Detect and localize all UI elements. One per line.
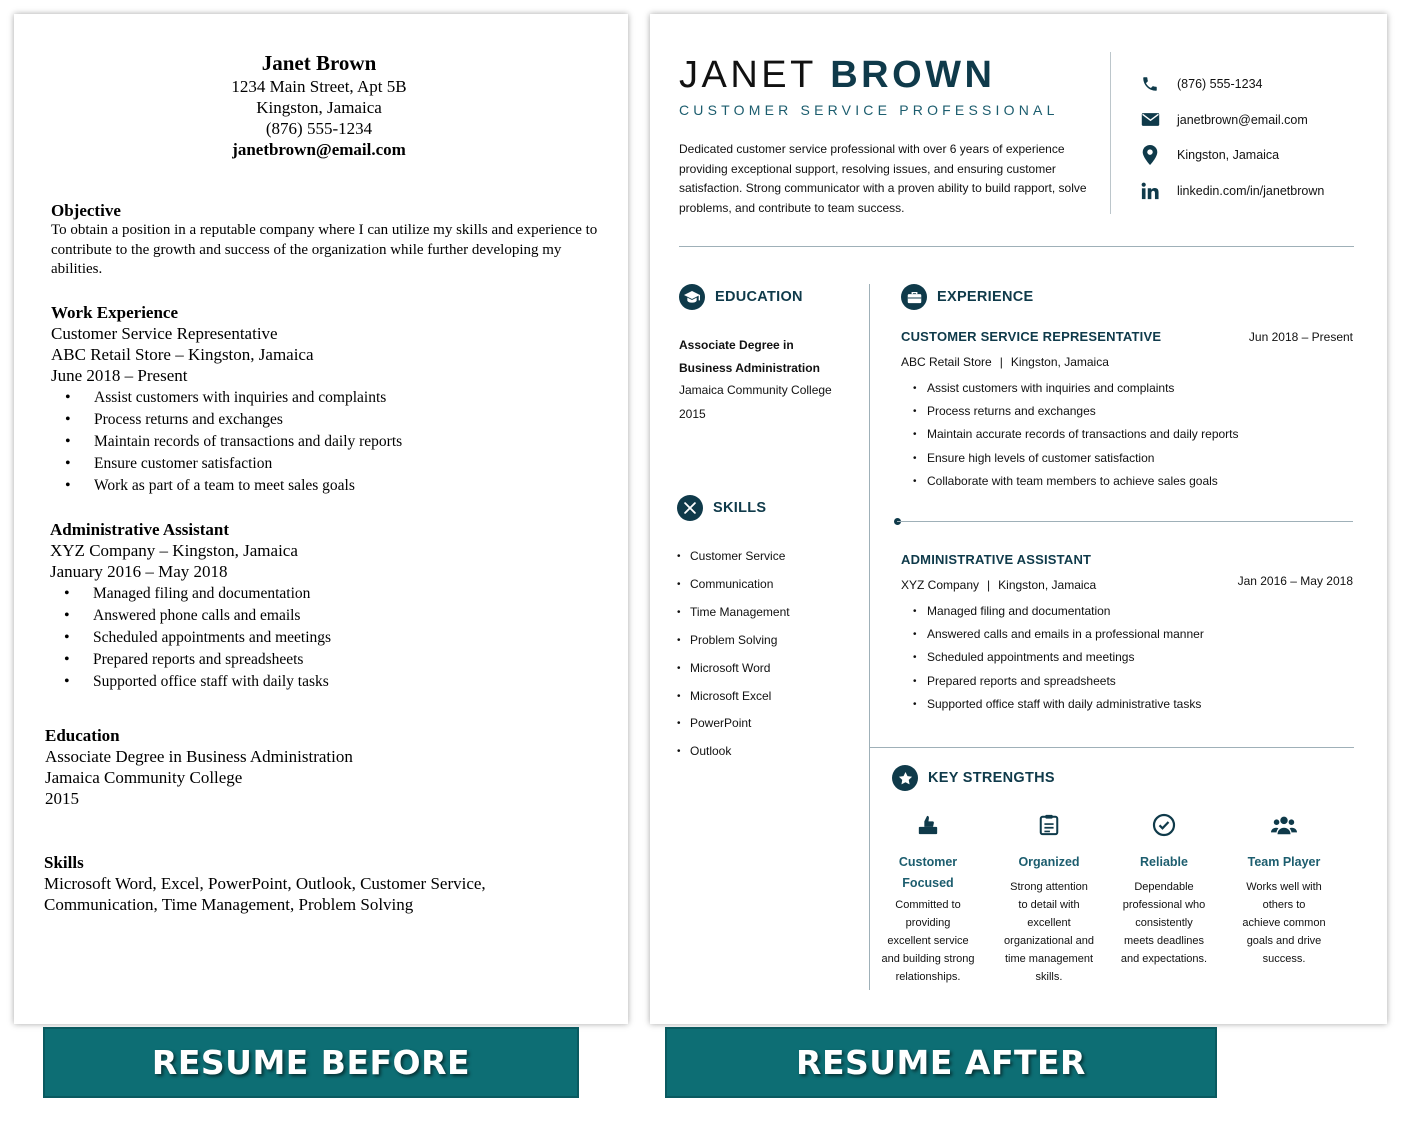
contact-location xyxy=(1140,145,1324,181)
before-skills-line1: Microsoft Word, Excel, PowerPoint, Outlook, Customer Service, xyxy=(44,874,486,893)
before-job2-title: Administrative Assistant xyxy=(50,520,229,539)
after-job-title: CUSTOMER SERVICE PROFESSIONAL xyxy=(679,102,1059,118)
before-education-heading: Education xyxy=(45,726,120,745)
skills-heading-label: SKILLS xyxy=(713,500,767,516)
list-item: • Prepared reports and spreadsheets xyxy=(50,649,610,671)
briefcase-icon xyxy=(901,284,927,310)
contact-email-text: janetbrown@email.com xyxy=(1177,112,1308,127)
education-degree-line2: Business Administration xyxy=(679,360,820,375)
strength-desc-line: organizational and xyxy=(1004,935,1094,947)
after-first-name: JANET xyxy=(679,54,817,96)
after-summary: Dedicated customer service professional with over 6 years of experience providing exceptional support, resolving issues, and ensuring customer satisfaction. Strong communicator with a proven ability to build rapport, solve problems, and contribute to team success. xyxy=(679,142,1087,216)
strength-desc-line: goals and drive xyxy=(1246,935,1322,947)
strength-description xyxy=(869,896,987,986)
experience-heading-label: EXPERIENCE xyxy=(937,289,1034,305)
before-phone: (876) 555-1234 xyxy=(265,119,373,138)
strength-description xyxy=(1105,878,1223,968)
before-address-line2: Kingston, Jamaica xyxy=(256,98,382,117)
resume-after-banner xyxy=(665,1027,1217,1098)
before-objective-text: To obtain a position in a reputable company where I can utilize my skills and experience to contribute to the growth and success of the organization while further developing my abilities. xyxy=(51,222,598,277)
resume-after-label: RESUME AFTER xyxy=(796,1043,1086,1082)
resume-before-page xyxy=(14,14,628,1024)
job2-title: ADMINISTRATIVE ASSISTANT xyxy=(901,552,1092,567)
check-circle-icon xyxy=(1105,812,1223,838)
resume-after-page xyxy=(650,14,1387,1024)
list-item: • Outlook xyxy=(677,738,790,766)
list-item: • Collaborate with team members to achieve sales goals xyxy=(913,470,1239,493)
strength-desc-line: success. xyxy=(1262,953,1306,965)
job2-location: Kingston, Jamaica xyxy=(998,578,1097,592)
before-address-line1: 1234 Main Street, Apt 5B xyxy=(231,77,407,96)
before-job2-section xyxy=(50,519,610,693)
list-item: • Work as part of a team to meet sales goals xyxy=(51,475,611,497)
list-item: • Answered phone calls and emails xyxy=(50,605,610,627)
list-item: • Maintain records of transactions and daily reports xyxy=(51,431,611,453)
graduation-cap-icon xyxy=(679,284,705,310)
list-item: • Time Management xyxy=(677,599,790,627)
list-item: • Managed filing and documentation xyxy=(50,583,610,605)
list-item: • Maintain accurate records of transactions and daily reports xyxy=(913,423,1239,446)
strength-desc-line: excellent service xyxy=(887,935,969,947)
timeline-divider xyxy=(897,521,1353,522)
job1-company-line xyxy=(901,355,1109,369)
contact-phone xyxy=(1140,74,1324,110)
before-job2-bullets xyxy=(50,583,610,693)
strength-desc-line: achieve common xyxy=(1242,917,1326,929)
strength-desc-line: skills. xyxy=(1035,971,1063,983)
job1-company: ABC Retail Store xyxy=(901,355,992,369)
before-job1-title: Customer Service Representative xyxy=(51,324,278,343)
before-education-section xyxy=(45,725,605,809)
before-job1-dates: June 2018 – Present xyxy=(51,366,188,385)
list-item: • Microsoft Excel xyxy=(677,683,790,711)
key-strengths-divider xyxy=(870,747,1354,748)
strength-description xyxy=(1225,878,1343,968)
strength-desc-line: and expectations. xyxy=(1120,953,1208,965)
strength-team-player xyxy=(1225,812,1343,968)
list-item: • Process returns and exchanges xyxy=(51,409,611,431)
education-school: Jamaica Community College xyxy=(679,383,832,397)
before-job2-dates: January 2016 – May 2018 xyxy=(50,562,228,581)
strength-name: Team Player xyxy=(1247,855,1321,869)
contact-email xyxy=(1140,110,1324,146)
strength-desc-line: professional who xyxy=(1122,899,1206,911)
strength-name: Reliable xyxy=(1140,855,1188,869)
strength-customer-focused xyxy=(869,812,987,986)
education-details xyxy=(679,334,859,426)
strength-desc-line: to detail with xyxy=(1018,899,1080,911)
list-item: • Supported office staff with daily tasks xyxy=(50,671,610,693)
list-item: • Assist customers with inquiries and complaints xyxy=(51,387,611,409)
skills-heading xyxy=(677,495,766,521)
skills-list xyxy=(677,543,790,766)
after-name xyxy=(679,54,996,97)
list-item: • Supported office staff with daily administrative tasks xyxy=(913,693,1204,716)
job2-separator: | xyxy=(987,578,991,592)
clipboard-icon xyxy=(990,812,1108,838)
strength-desc-line: others to xyxy=(1262,899,1306,911)
header-divider xyxy=(1110,52,1111,214)
strength-desc-line: time management xyxy=(1004,953,1094,965)
list-item: • Prepared reports and spreadsheets xyxy=(913,670,1204,693)
thumbs-up-icon xyxy=(869,812,987,838)
list-item: • Answered calls and emails in a professional manner xyxy=(913,623,1204,646)
strength-organized xyxy=(990,812,1108,986)
before-objective-heading: Objective xyxy=(51,201,121,220)
phone-icon xyxy=(1140,74,1160,94)
job2-dates: Jan 2016 – May 2018 xyxy=(1237,574,1353,588)
job2-bullets xyxy=(913,600,1204,716)
strength-desc-line: Dependable xyxy=(1134,881,1194,893)
resume-before-banner xyxy=(43,1027,579,1098)
contact-location-text: Kingston, Jamaica xyxy=(1177,148,1280,162)
before-work-section xyxy=(51,302,611,497)
strength-desc-line: providing xyxy=(905,917,951,929)
strength-desc-line: relationships. xyxy=(895,971,961,983)
strength-desc-line: consistently xyxy=(1135,917,1193,929)
list-item: • Communication xyxy=(677,571,790,599)
before-job2-company: XYZ Company – Kingston, Jamaica xyxy=(50,541,298,560)
after-last-name: BROWN xyxy=(830,54,996,96)
strength-description xyxy=(990,878,1108,986)
before-education-school: Jamaica Community College xyxy=(45,768,243,787)
key-strengths-heading xyxy=(892,765,1055,791)
key-strengths-heading-label: KEY STRENGTHS xyxy=(928,770,1055,786)
before-header xyxy=(14,50,624,160)
education-heading xyxy=(679,284,803,310)
envelope-icon xyxy=(1140,110,1160,130)
strength-desc-line: excellent xyxy=(1027,917,1071,929)
contact-phone-text: (876) 555-1234 xyxy=(1177,77,1263,91)
team-icon xyxy=(1225,812,1343,838)
before-job1-bullets xyxy=(51,387,611,497)
contact-linkedin xyxy=(1140,181,1324,217)
strength-desc-line: meets deadlines xyxy=(1123,935,1205,947)
tools-icon xyxy=(677,495,703,521)
list-item: • Microsoft Word xyxy=(677,655,790,683)
job2-company-line xyxy=(901,578,1096,592)
list-item: • Process returns and exchanges xyxy=(913,400,1239,423)
list-item: • Scheduled appointments and meetings xyxy=(913,646,1204,669)
list-item: • PowerPoint xyxy=(677,710,790,738)
strength-desc-line: Committed to xyxy=(895,899,961,911)
before-skills-section xyxy=(44,852,604,915)
job1-bullets xyxy=(913,377,1239,493)
location-pin-icon xyxy=(1140,145,1160,165)
job1-dates: Jun 2018 – Present xyxy=(1248,330,1353,344)
list-item: • Ensure customer satisfaction xyxy=(51,453,611,475)
job2-company: XYZ Company xyxy=(901,578,980,592)
experience-heading xyxy=(901,284,1033,310)
job1-title: CUSTOMER SERVICE REPRESENTATIVE xyxy=(901,329,1162,344)
list-item: • Customer Service xyxy=(677,543,790,571)
before-job1-company: ABC Retail Store – Kingston, Jamaica xyxy=(51,345,314,364)
list-item: • Managed filing and documentation xyxy=(913,600,1204,623)
education-degree-line1: Associate Degree in xyxy=(679,338,794,352)
education-year: 2015 xyxy=(679,406,706,421)
before-skills-heading: Skills xyxy=(44,853,84,872)
before-name: Janet Brown xyxy=(261,51,377,75)
resume-before-label: RESUME BEFORE xyxy=(151,1043,471,1082)
star-icon xyxy=(892,765,918,791)
linkedin-icon xyxy=(1140,181,1160,201)
list-item: • Ensure high levels of customer satisfaction xyxy=(913,447,1239,470)
before-education-degree: Associate Degree in Business Administration xyxy=(45,747,353,766)
strength-desc-line: Strong attention xyxy=(1010,881,1088,893)
strength-name: Organized xyxy=(1018,855,1080,869)
before-work-heading: Work Experience xyxy=(51,303,179,322)
before-objective-section xyxy=(51,200,611,280)
list-item: • Problem Solving xyxy=(677,627,790,655)
list-item: • Scheduled appointments and meetings xyxy=(50,627,610,649)
strength-desc-line: and building strong xyxy=(881,953,975,965)
before-skills-line2: Communication, Time Management, Problem Solving xyxy=(44,895,414,914)
contact-linkedin-text: linkedin.com/in/janetbrown xyxy=(1177,183,1325,198)
before-education-year: 2015 xyxy=(45,789,79,808)
job1-separator: | xyxy=(999,355,1003,369)
strength-name-line2: Focused xyxy=(902,876,954,890)
strength-desc-line: Works well with xyxy=(1246,881,1322,893)
list-item: • Assist customers with inquiries and complaints xyxy=(913,377,1239,400)
before-email: janetbrown@email.com xyxy=(232,140,406,159)
strength-name-line1: Customer xyxy=(898,855,958,869)
strength-reliable xyxy=(1105,812,1223,968)
job1-location: Kingston, Jamaica xyxy=(1010,355,1109,369)
contact-list xyxy=(1140,74,1324,216)
section-divider xyxy=(679,246,1354,247)
education-heading-label: EDUCATION xyxy=(715,289,803,305)
